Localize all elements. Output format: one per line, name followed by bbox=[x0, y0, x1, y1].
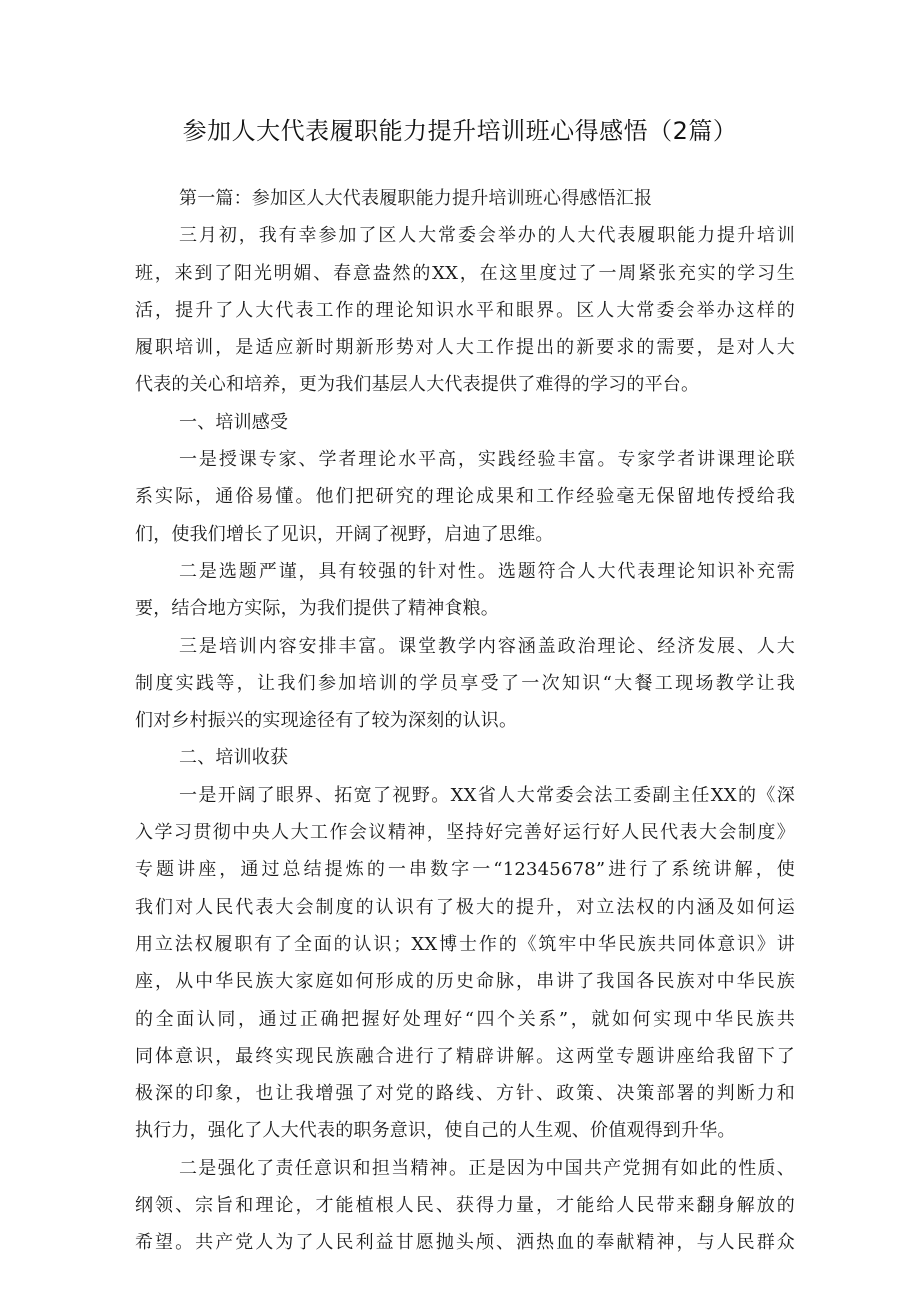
text-line: 们，使我们增长了见识，开阔了视野，启迪了思维。 bbox=[135, 523, 554, 545]
text-line: 执行力，强化了人大代表的职务意识，使自己的人生观、价值观得到升华。 bbox=[135, 1120, 736, 1142]
text-line: 系实际，通俗易懂。他们把研究的理论成果和工作经验毫无保留地传授给我 bbox=[135, 486, 795, 508]
text-line: 用立法权履职有了全面的认识；XX博士作的《筑牢中华民族共同体意识》讲 bbox=[135, 933, 795, 955]
text-line: 制度实践等，让我们参加培训的学员享受了一次知识“大餐工现场教学让我 bbox=[135, 672, 795, 694]
text-line: 一是授课专家、学者理论水平高，实践经验丰富。专家学者讲课理论联 bbox=[179, 449, 795, 471]
text-line: 三月初，我有幸参加了区人大常委会举办的人大代表履职能力提升培训 bbox=[179, 225, 795, 247]
text-line: 二是强化了责任意识和担当精神。正是因为中国共产党拥有如此的性质、 bbox=[179, 1157, 795, 1179]
text-line: 第一篇：参加区人大代表履职能力提升培训班心得感悟汇报 bbox=[179, 188, 653, 209]
text-line: 班，来到了阳光明媚、春意盎然的XX，在这里度过了一周紧张充实的学习生 bbox=[135, 262, 795, 284]
text-line: 纲领、宗旨和理论，才能植根人民、获得力量，才能给人民带来翻身解放的 bbox=[135, 1195, 795, 1217]
text-line: 入学习贯彻中央人大工作会议精神，坚持好完善好运行好人民代表大会制度》 bbox=[135, 822, 795, 844]
text-line: 我们对人民代表大会制度的认识有了极大的提升，对立法权的内涵及如何运 bbox=[135, 896, 795, 918]
document-body bbox=[135, 180, 795, 1262]
text-line: 二、培训收获 bbox=[179, 747, 289, 769]
text-line: 同体意识，最终实现民族融合进行了精辟讲解。这两堂专题讲座给我留下了 bbox=[135, 1045, 795, 1067]
text-line: 的全面认同，通过正确把握好处理好“四个关系”，就如何实现中华民族共 bbox=[135, 1008, 795, 1030]
document-title: 参加人大代表履职能力提升培训班心得感悟（2篇） bbox=[182, 117, 738, 145]
text-line: 三是培训内容安排丰富。课堂教学内容涵盖政治理论、经济发展、人大 bbox=[179, 635, 795, 657]
text-line: 一是开阔了眼界、拓宽了视野。XX省人大常委会法工委副主任XX的《深 bbox=[179, 784, 795, 806]
text-line: 二是选题严谨，具有较强的针对性。选题符合人大代表理论知识补充需 bbox=[179, 560, 795, 582]
text-line: 希望。共产党人为了人民利益甘愿抛头颅、洒热血的奉献精神，与人民群众 bbox=[135, 1232, 795, 1254]
text-line: 们对乡村振兴的实现途径有了较为深刻的认识。 bbox=[135, 710, 518, 732]
text-line: 履职培训，是适应新时期新形势对人大工作提出的新要求的需要，是对人大 bbox=[135, 337, 795, 359]
text-line: 活，提升了人大代表工作的理论知识水平和眼界。区人大常委会举办这样的 bbox=[135, 299, 795, 321]
text-line: 一、培训感受 bbox=[179, 411, 289, 433]
text-line: 要，结合地方实际，为我们提供了精神食粮。 bbox=[135, 598, 499, 620]
text-line: 专题讲座，通过总结提炼的一串数字一“12345678”进行了系统讲解，使 bbox=[135, 859, 795, 881]
text-line: 座，从中华民族大家庭如何形成的历史命脉，串讲了我国各民族对中华民族 bbox=[135, 971, 795, 993]
text-line: 极深的印象，也让我增强了对党的路线、方针、政策、决策部署的判断力和 bbox=[135, 1083, 795, 1105]
text-line: 代表的关心和培养，更为我们基层人大代表提供了难得的学习的平台。 bbox=[135, 374, 700, 396]
